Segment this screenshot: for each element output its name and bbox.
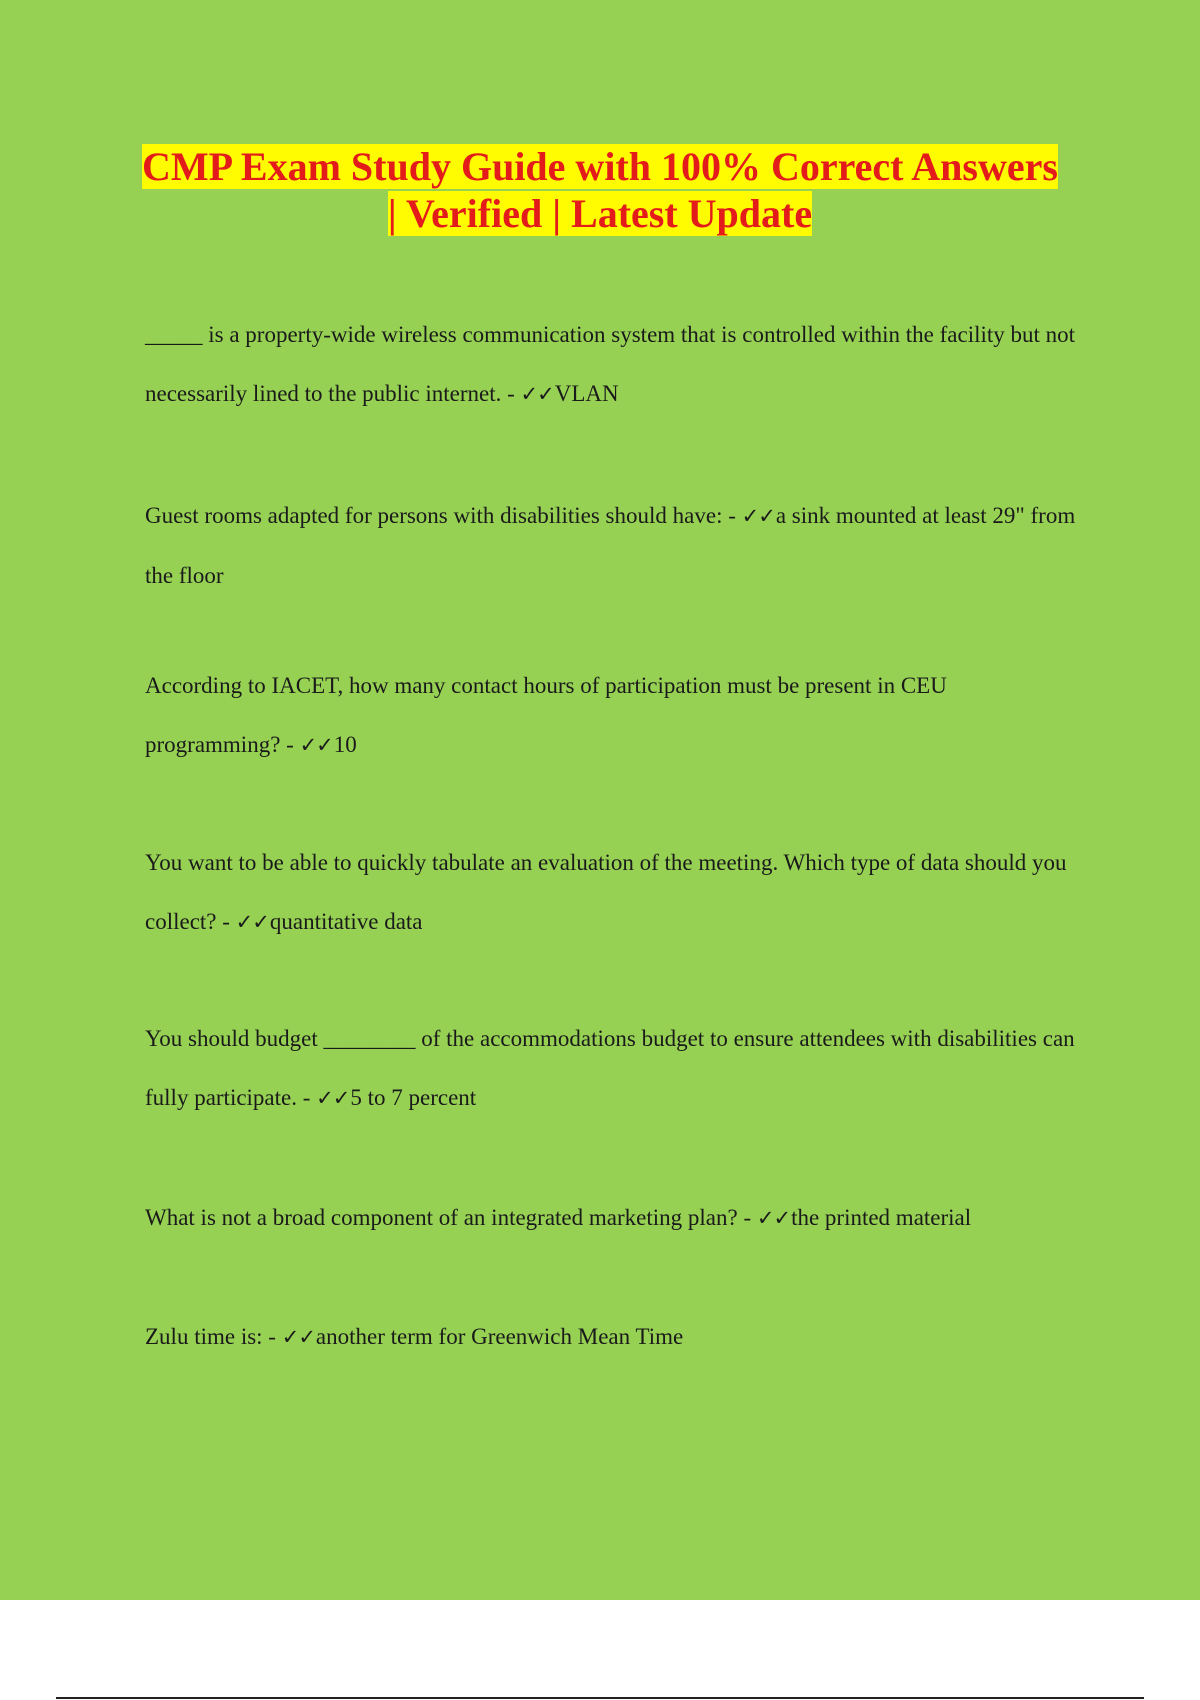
check-icon: ✓✓: [520, 382, 554, 406]
check-icon: ✓✓: [299, 733, 333, 757]
question-text: You should budget ________ of the accommodations budget to ensure attendees with disabilities can fully participate. -: [145, 1026, 1075, 1110]
question-text: _____ is a property-wide wireless communication system that is controlled within the facility but not necessarily lined to the public internet. -: [145, 322, 1076, 406]
footer-divider: [56, 1697, 1144, 1699]
question-text: Guest rooms adapted for persons with disabilities should have: -: [145, 503, 742, 528]
question-text: You want to be able to quickly tabulate an evaluation of the meeting. Which type of data should you collect? -: [145, 850, 1067, 934]
qa-item-4: [145, 833, 1085, 952]
answer-text: another term for Greenwich Mean Time: [315, 1324, 684, 1349]
title-line-2: | Verified | Latest Update: [387, 191, 813, 236]
answer-text: the printed material: [791, 1205, 972, 1230]
qa-item-3: [145, 656, 1085, 775]
qa-item-7: [145, 1307, 1085, 1367]
answer-text: 10: [333, 732, 357, 757]
question-text: What is not a broad component of an integrated marketing plan? -: [145, 1205, 757, 1230]
question-text: Zulu time is: -: [145, 1324, 282, 1349]
qa-item-6: [145, 1188, 1085, 1248]
qa-item-2: [145, 486, 1085, 605]
title-line-1: CMP Exam Study Guide with 100% Correct Answers: [142, 144, 1058, 189]
check-icon: ✓✓: [281, 1325, 315, 1349]
answer-text: a sink mounted at least 29" from the floor: [145, 503, 1076, 588]
answer-text: 5 to 7 percent: [350, 1085, 477, 1110]
answer-text: VLAN: [554, 381, 619, 406]
check-icon: ✓✓: [235, 910, 269, 934]
check-icon: ✓✓: [741, 504, 775, 528]
answer-text: quantitative data: [269, 909, 423, 934]
question-text: According to IACET, how many contact hours of participation must be present in CEU programming? -: [145, 673, 947, 757]
document-title: [100, 143, 1100, 237]
check-icon: ✓✓: [756, 1206, 791, 1230]
qa-item-5: [145, 1009, 1085, 1128]
qa-item-1: [145, 305, 1085, 424]
check-icon: ✓✓: [316, 1086, 350, 1110]
